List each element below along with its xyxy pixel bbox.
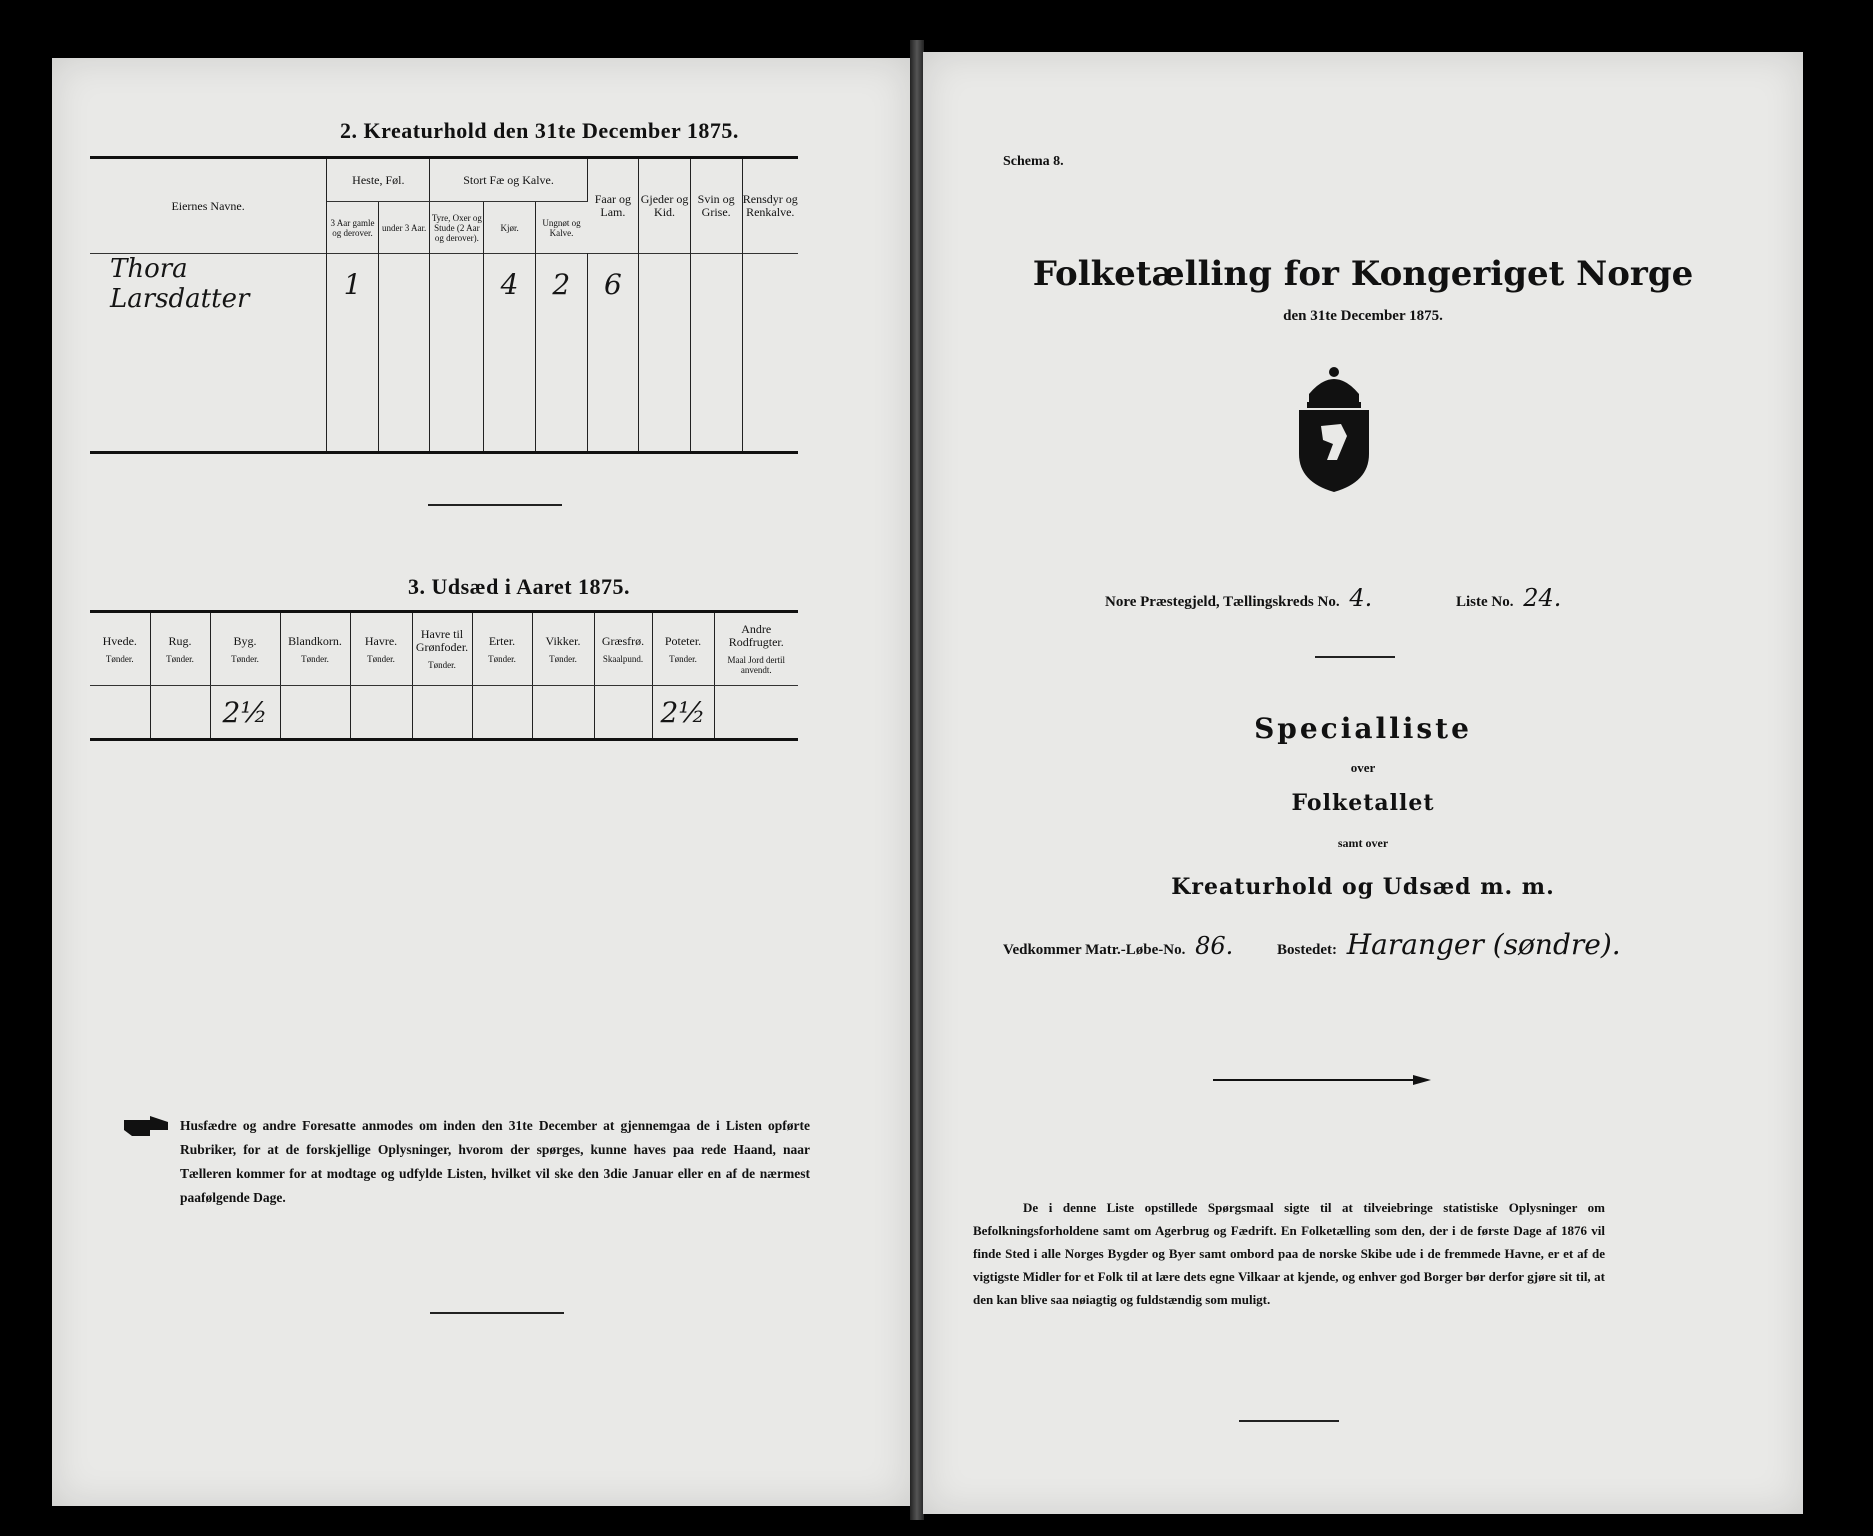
table-row: [90, 382, 798, 416]
parish-line: [1105, 584, 1567, 612]
left-page: [52, 58, 910, 1506]
sowing-header-unit: Tønder.: [367, 653, 395, 664]
sowing-header-unit: Tønder.: [549, 653, 577, 664]
matr-label: Vedkommer Matr.-Løbe-No.: [1003, 942, 1186, 958]
sowing-header-name: Rug.: [168, 633, 192, 648]
sowing-header-name: Blandkorn.: [288, 633, 342, 648]
right-page: [923, 52, 1803, 1514]
owner-name: Thora Larsdatter: [90, 254, 327, 315]
sowing-value: 2½: [210, 686, 280, 740]
sowing-header-name: Andre Rodfrugter.: [728, 622, 784, 649]
cell-cattle-young: 2: [535, 254, 587, 315]
sowing-header-name: Erter.: [488, 633, 516, 648]
cell-reindeer: [742, 254, 798, 315]
header-pigs: Svin og Grise.: [690, 158, 742, 254]
sowing-value: [350, 686, 412, 740]
intro-paragraph: De i denne Liste opstillede Spørgsmaal sigte til at tilveiebringe statistiske Oplysninger om Befolkningsforholdene samt om Agerbrug og Fædrift. En Folketælling som den, der i de første Dage af 1876 vil finde Sted i alle Norges Bygder og Byer samt ombord paa de norske Skibe ude i de fremmede Havne, er et af de vigtigste Midler for et Folk til at lære dets egne Vilkaar at kjende, og enhver god Borger bør derfor gjøre sit til, at den kan blive saa nøiagtig og fuldstændig som muligt.: [973, 1200, 1605, 1307]
header-sheep: Faar og Lam.: [587, 158, 639, 254]
sowing-header: [472, 612, 532, 686]
coat-of-arms-icon: [1289, 364, 1379, 494]
table-row: [90, 416, 798, 452]
bosted-value: Haranger (søndre).: [1346, 928, 1621, 961]
parish-label: Nore Præstegjeld, Tællingskreds No.: [1105, 594, 1340, 610]
sowing-header-unit: Tønder.: [488, 653, 516, 664]
sowing-header-name: Vikker.: [545, 633, 581, 648]
header-cattle: Stort Fæ og Kalve.: [430, 158, 587, 202]
sowing-value: [532, 686, 594, 740]
cell-goats: [639, 254, 691, 315]
list-number: 24.: [1523, 584, 1562, 612]
sowing-header: [412, 612, 472, 686]
section3-title: 3. Udsæd i Aaret 1875.: [408, 574, 631, 599]
binding: [910, 40, 924, 1520]
matr-line: [1003, 928, 1627, 961]
bosted-label: Bostedet:: [1277, 942, 1338, 958]
district-number: 4.: [1349, 584, 1373, 612]
divider: [1239, 1420, 1339, 1422]
header-owner: Eiernes Navne.: [90, 158, 327, 254]
sowing-header-unit: Tønder.: [105, 653, 134, 664]
sowing-header-name: Poteter.: [664, 633, 702, 648]
matr-number: 86.: [1195, 932, 1234, 960]
cell-horses-old: 1: [327, 254, 379, 315]
cell-horses-young: [378, 254, 430, 315]
census-title: Folketælling for Kongeriget Norge: [1032, 254, 1694, 294]
sowing-header-name: Havre til Grønfoder.: [415, 627, 469, 654]
over-text: over: [1350, 760, 1376, 775]
header-cattle-cows: Kjør.: [484, 202, 536, 254]
sowing-value: 2½: [652, 686, 714, 740]
divider: [428, 504, 562, 506]
sowing-header: [594, 612, 652, 686]
sowing-header-unit: Maal Jord dertil anvendt.: [727, 655, 785, 675]
sowing-header: [350, 612, 412, 686]
header-cattle-bulls: Tyre, Oxer og Stude (2 Aar og derover).: [430, 202, 484, 254]
sowing-header-name: Græsfrø.: [601, 633, 645, 648]
header-horses-old: 3 Aar gamle og derover.: [327, 202, 379, 254]
table-row: [90, 348, 798, 382]
sowing-header-unit: Tønder.: [669, 653, 697, 664]
divider: [430, 1312, 564, 1314]
header-goats: Gjeder og Kid.: [639, 158, 691, 254]
sowing-header-unit: Tønder.: [301, 653, 329, 664]
sowing-header: [150, 612, 210, 686]
census-date: den 31te December 1875.: [1283, 308, 1443, 324]
header-cattle-young: Ungnøt og Kalve.: [542, 217, 581, 238]
sowing-value: [714, 686, 798, 740]
sowing-header-unit: Tønder.: [166, 653, 194, 664]
schema-label: Schema 8.: [1003, 154, 1064, 169]
cell-cattle-cows: 4: [484, 254, 536, 315]
header-horses-young: under 3 Aar.: [378, 202, 430, 254]
table-row: [90, 686, 798, 740]
sowing-value: [280, 686, 350, 740]
specialliste-title: Specialliste: [1254, 712, 1472, 745]
notice-text: Husfædre og andre Foresatte anmodes om inden den 31te December at gjennemgaa de i Listen opførte Rubriker, for at de forskjellige Oplysninger, hvorom der spørges, kunne haves paa rede Haand, naar Tælleren kommer for at modtage og udfylde Listen, hvilket vil ske den 3die Januar eller en af de nærmest paafølgende Dage.: [180, 1118, 810, 1205]
sowing-header-unit: Tønder.: [231, 653, 259, 664]
sowing-header-name: Hvede.: [102, 633, 137, 648]
sowing-header-unit: Skaalpund.: [602, 653, 644, 664]
sowing-header-unit: Tønder.: [428, 660, 456, 670]
sowing-header-name: Byg.: [233, 633, 257, 648]
sowing-value: [90, 686, 150, 740]
pointing-hand-icon: [122, 1116, 170, 1136]
sowing-value: [412, 686, 472, 740]
cell-sheep: 6: [587, 254, 639, 315]
sowing-value: [594, 686, 652, 740]
section2-title: 2. Kreaturhold den 31te December 1875.: [340, 118, 739, 143]
table-row: [90, 254, 798, 315]
sowing-table: [90, 610, 798, 741]
folketallet-title: Folketallet: [1291, 790, 1435, 816]
divider: [1315, 656, 1395, 658]
sowing-header: [90, 612, 150, 686]
arrow-rule-icon: [1213, 1074, 1433, 1086]
header-horses: Heste, Føl.: [327, 158, 430, 202]
table-row: [90, 314, 798, 348]
sowing-header: [280, 612, 350, 686]
sowing-header: [714, 612, 798, 686]
cell-cattle-bulls: [430, 254, 484, 315]
kreaturhold-title: Kreaturhold og Udsæd m. m.: [1171, 874, 1555, 900]
sowing-value: [472, 686, 532, 740]
header-reindeer: Rensdyr og Renkalve.: [742, 158, 798, 254]
samt-over-text: samt over: [1337, 836, 1389, 850]
livestock-table: [90, 156, 798, 454]
sowing-value: [150, 686, 210, 740]
sowing-header-name: Havre.: [364, 633, 398, 648]
sowing-header: [652, 612, 714, 686]
cell-pigs: [690, 254, 742, 315]
sowing-header: [532, 612, 594, 686]
list-label: Liste No.: [1456, 594, 1514, 610]
sowing-header: [210, 612, 280, 686]
